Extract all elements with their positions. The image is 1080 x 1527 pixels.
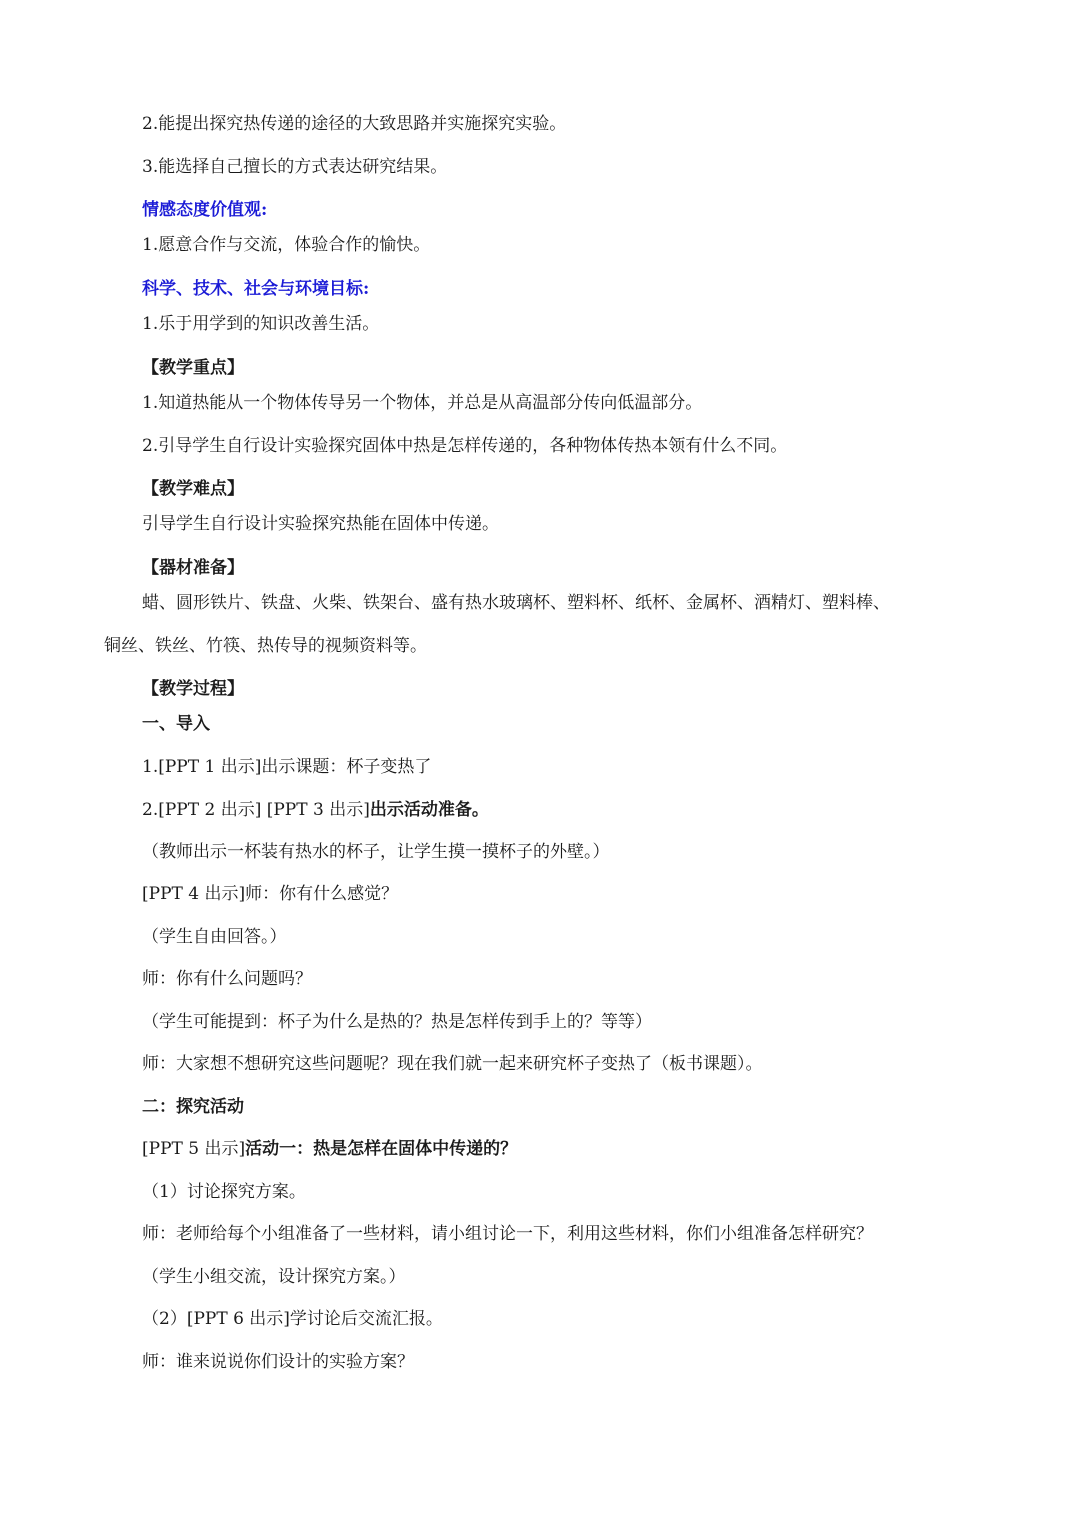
step-2-report: （2）[PPT 6 出示]学讨论后交流汇报。 (142, 1309, 443, 1329)
ppt5-label: [PPT 5 出示] (142, 1139, 246, 1159)
student-possible-answer: （学生可能提到：杯子为什么是热的？热是怎样传到手上的？等等） (142, 1012, 652, 1032)
section-heading-emotion: 情感态度价值观: (142, 200, 268, 220)
process-line-ppt4: [PPT 4 出示]师：你有什么感觉？ (142, 884, 399, 904)
process-line-ppt2-3 (142, 798, 489, 822)
key-point-1: 1.知道热能从一个物体传导另一个物体，并总是从高温部分传向低温部分。 (142, 393, 703, 413)
student-answer-1: （学生自由回答。） (142, 927, 287, 947)
section-heading-process: 【教学过程】 (142, 679, 244, 699)
student-group-exchange: （学生小组交流，设计探究方案。） (142, 1267, 406, 1287)
difficulty-text: 引导学生自行设计实验探究热能在固体中传递。 (142, 514, 499, 534)
activity-one-title: 活动一：热是怎样在固体中传递的？ (245, 1139, 518, 1159)
materials-line-2: 铜丝、铁丝、竹筷、热传导的视频资料等。 (104, 636, 427, 656)
process-line-ppt5 (142, 1137, 517, 1161)
process-line-ppt1: 1.[PPT 1 出示]出示课题：杯子变热了 (142, 757, 432, 777)
stse-item-1: 1.乐于用学到的知识改善生活。 (142, 314, 380, 334)
teacher-materials-prompt: 师：老师给每个小组准备了一些材料，请小组讨论一下，利用这些材料，你们小组准备怎样研究？ (142, 1224, 873, 1244)
activity-prep-text: 出示活动准备。 (369, 800, 489, 820)
teacher-ask-plan: 师：谁来说说你们设计的实验方案？ (142, 1352, 414, 1372)
section-heading-key-points: 【教学重点】 (142, 358, 244, 378)
key-point-2: 2.引导学生自行设计实验探究固体中热是怎样传递的，各种物体传热本领有什么不同。 (142, 436, 788, 456)
section-heading-stse: 科学、技术、社会与环境目标: (142, 279, 370, 299)
step-1-discuss: （1）讨论探究方案。 (142, 1182, 306, 1202)
teacher-question: 师：你有什么问题吗？ (142, 969, 312, 989)
objective-line-3: 3.能选择自己擅长的方式表达研究结果。 (142, 157, 448, 177)
teacher-action: （教师出示一杯装有热水的杯子，让学生摸一摸杯子的外壁。） (142, 842, 610, 862)
subheading-inquiry: 二：探究活动 (142, 1097, 244, 1117)
subheading-intro: 一、导入 (142, 714, 210, 734)
ppt2-3-label: 2.[PPT 2 出示] [PPT 3 出示] (142, 800, 370, 820)
teacher-transition: 师：大家想不想研究这些问题呢？现在我们就一起来研究杯子变热了（板书课题）。 (142, 1054, 763, 1074)
section-heading-difficulty: 【教学难点】 (142, 479, 244, 499)
objective-line-2: 2.能提出探究热传递的途径的大致思路并实施探究实验。 (142, 114, 567, 134)
materials-line-1: 蜡、圆形铁片、铁盘、火柴、铁架台、盛有热水玻璃杯、塑料杯、纸杯、金属杯、酒精灯、塑料棒、 (142, 593, 890, 613)
section-heading-materials: 【器材准备】 (142, 558, 244, 578)
emotion-item-1: 1.愿意合作与交流，体验合作的愉快。 (142, 235, 431, 255)
